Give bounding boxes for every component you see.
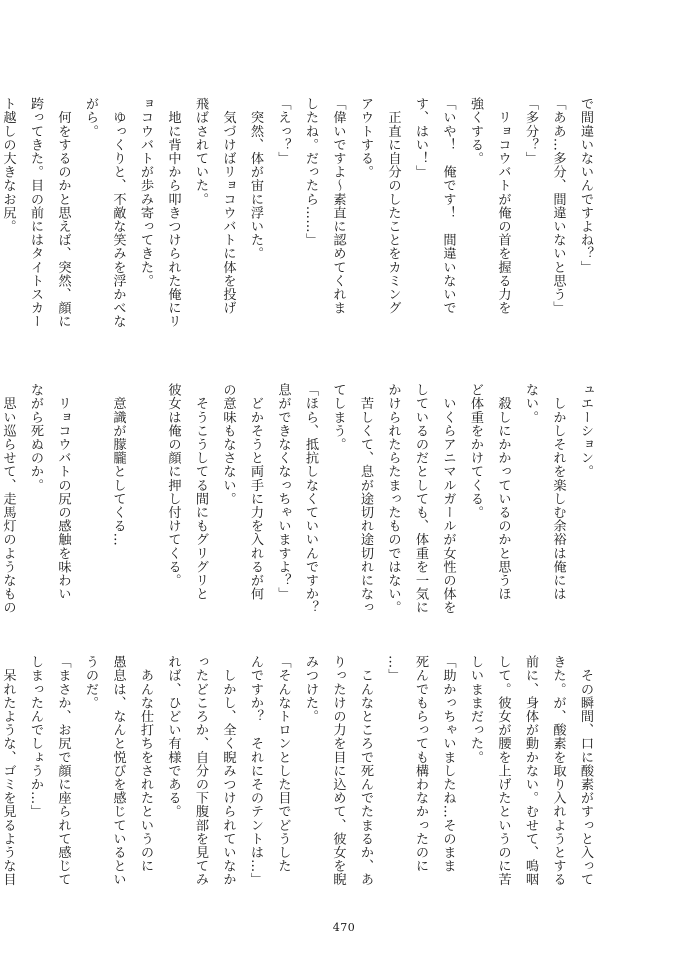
text-line: 呆れたような、ゴミを見るような目 [0, 655, 16, 887]
text-line: 苦しくて、息が途切れ途切れになっ [358, 383, 373, 615]
text-line: 「いや！ 俺です！ 間違いないで [440, 97, 456, 315]
text-line: うのだ。 [83, 655, 98, 710]
text-line: 殺しにかかっているのかと思うほ [495, 383, 511, 601]
text-line: 気づけばリョコウバトに体を投げ [220, 97, 236, 315]
text-line: 「まさか、お尻で顔に座られて感じて [55, 655, 71, 887]
text-line: がら。 [83, 97, 98, 138]
text-line: 「偉いですよ〜素直に認めてくれま [330, 97, 346, 315]
text-line: きた。が、酸素を取り入れようとする [550, 655, 566, 887]
text-line: てしまう。 [330, 383, 346, 451]
text-line: しいままだった。 [468, 655, 483, 764]
text-line [77, 383, 105, 628]
text-line: 「ほら、抵抗しなくていいんですか？ [303, 383, 318, 615]
text-line: 死んでもらっても構わなかったのに [413, 655, 428, 873]
text-line: れば、ひどい有様である。 [165, 655, 181, 819]
text-line: ョコウバトが歩み寄ってきた。 [138, 97, 153, 288]
text-line: 「そんなトロンとした目でどうした [275, 655, 291, 873]
text-line: ど体重をかけてくる。 [468, 383, 483, 519]
text-line: しているのだとしても、体重を一気に [413, 383, 428, 615]
text-line: 強くする。 [468, 97, 483, 165]
text-line: こんなところで死んでたまるか、あ [358, 655, 373, 887]
text-line: 「えっ？」 [275, 97, 291, 165]
text-line: す、はい！」 [413, 97, 428, 179]
text-line: そうこうしてる間にもグリグリと [193, 383, 208, 601]
text-line: リョコウバトが俺の首を握る力を [495, 97, 511, 315]
text-line: 「助かっちゃいましたね…そのまま [440, 655, 456, 873]
text-line: しかし、全く睨みつけられていなか [220, 655, 236, 887]
text-tier-top [0, 97, 599, 380]
text-line: どかそうと両手に力を入れるが何 [248, 383, 263, 601]
text-line: …」 [385, 655, 401, 683]
text-line: しかしそれを楽しむ余裕は俺には [550, 383, 566, 601]
text-line: 愚息は、なんと悦びを感じているとい [110, 655, 126, 887]
text-line: 息ができなくなっちゃいますよ？」 [275, 383, 291, 601]
text-line: して。彼女が腰を上げたというのに苦 [495, 655, 511, 887]
text-tier-bottom [0, 655, 599, 915]
text-line: ったどころか、自分の下腹部を見てみ [193, 655, 208, 887]
text-line: 突然、体が宙に浮いた。 [248, 97, 263, 261]
text-line: ュエーション。 [578, 383, 593, 479]
text-line: 彼女は俺の顔に押し付けてくる。 [165, 383, 181, 587]
text-line [132, 383, 160, 628]
text-line: 正直に自分のしたことをカミング [385, 97, 401, 315]
text-line: 思い巡らせて、走馬灯のようなもの [0, 383, 16, 615]
text-line: 何をするのかと思えば、突然、顔に [55, 97, 71, 329]
text-line: 地に背中から叩きつけられた俺にリ [165, 97, 181, 329]
text-line: で間違いないんですよね？」 [578, 97, 593, 274]
text-line: んですか？ それにそのテントは…」 [248, 655, 263, 887]
text-line: かけられたらたまったものではない。 [385, 383, 401, 615]
text-line: ながら死ぬのか。 [28, 383, 43, 492]
text-line: アウトする。 [358, 97, 373, 179]
text-line: 意識が朦朧としてくる… [110, 383, 126, 547]
text-line: 「多分？」 [523, 97, 538, 165]
text-line: 跨ってきた。目の前にはタイトスカー [28, 97, 43, 329]
text-line: その瞬間、口に酸素がすっと入って [578, 655, 593, 887]
text-line: ト越しの大きなお尻。 [0, 97, 16, 233]
text-line: ゆっくりと、不敵な笑みを浮かべな [110, 97, 126, 329]
text-line: しまったんでしょうか…」 [28, 655, 43, 819]
text-line: 飛ばされていた。 [193, 97, 208, 206]
text-tier-middle [0, 383, 599, 628]
text-line: ない。 [523, 383, 538, 424]
text-line: 「ああ…多分、間違いないと思う」 [550, 97, 566, 315]
text-line: の意味もなさない。 [220, 383, 236, 506]
text-line: みつけた。 [303, 655, 318, 723]
text-line: いくらアニマルガールが女性の体を [440, 383, 456, 615]
text-line: リョコウバトの尻の感触を味わい [55, 383, 71, 601]
text-line: 前に、身体が動かない。むせて、嗚咽 [523, 655, 538, 887]
text-line: したね。だったら……」 [303, 97, 318, 247]
text-line: あんな仕打ちをされたというのに [138, 655, 153, 873]
page-number: 470 [332, 921, 356, 934]
text-line: りったけの力を目に込めて、彼女を睨 [330, 655, 346, 887]
